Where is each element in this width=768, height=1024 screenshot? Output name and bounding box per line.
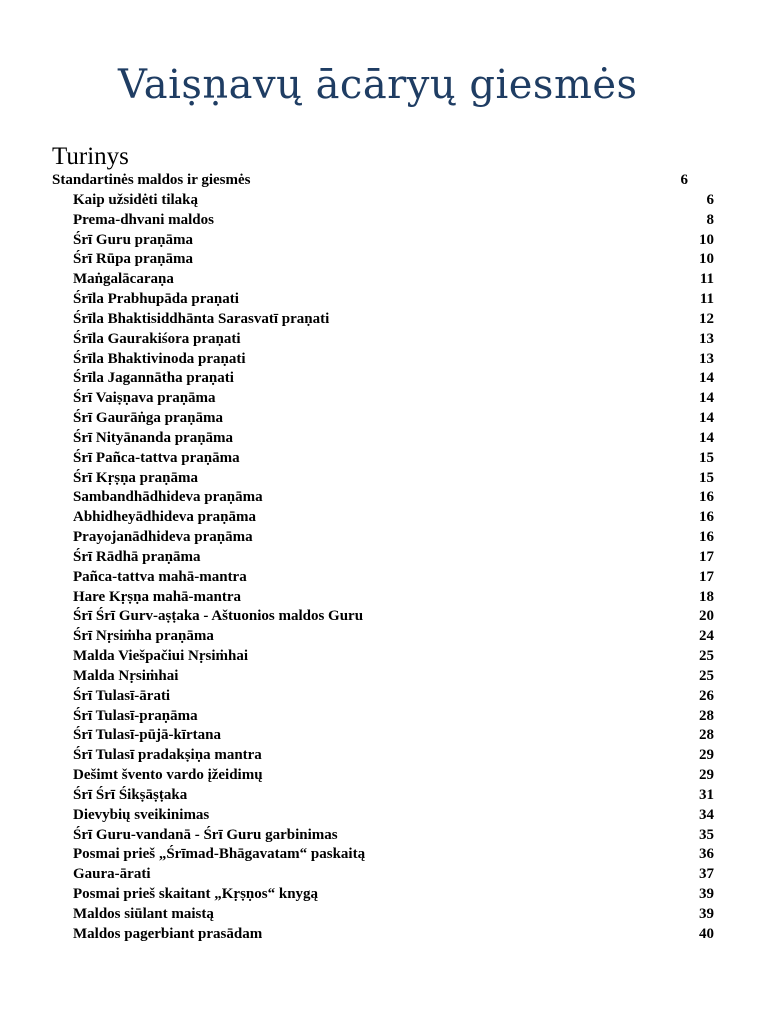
toc-entry[interactable] [73, 290, 714, 310]
toc-entry[interactable] [73, 845, 714, 865]
toc-entry-page: 13 [699, 350, 714, 367]
toc-entry-label: Maldos pagerbiant prasādam [73, 925, 263, 942]
toc-entry-label: Prema-dhvani maldos [73, 211, 214, 228]
toc-entry-label: Pañca-tattva mahā-mantra [73, 568, 247, 585]
toc-entry-label: Abhidheyādhideva praṇāma [73, 509, 256, 526]
toc-entry[interactable] [73, 389, 714, 409]
toc-entry-page: 16 [699, 529, 714, 546]
toc-entry-page: 29 [699, 747, 714, 764]
toc-list [73, 191, 714, 944]
toc-entry-page: 14 [699, 410, 714, 427]
toc-entry-label: Śrī Tulasī-praṇāma [73, 707, 198, 724]
toc-entry-label: Prayojanādhideva praṇāma [73, 529, 253, 546]
toc-section-row[interactable] [52, 172, 688, 192]
toc-entry[interactable] [73, 707, 714, 727]
toc-entry-page: 31 [699, 786, 714, 803]
toc-entry-page: 26 [699, 687, 714, 704]
toc-entry-label: Śrīla Bhaktivinoda praṇati [73, 350, 246, 367]
toc-entry-label: Śrī Tulasī pradakṣiṇa mantra [73, 747, 262, 764]
toc-entry[interactable] [73, 667, 714, 687]
toc-entry-page: 28 [699, 707, 714, 724]
toc-entry-page: 24 [699, 628, 714, 645]
toc-entry-label: Maṅgalācaraṇa [73, 271, 174, 288]
toc-entry-page: 35 [699, 826, 714, 843]
toc-entry-page: 15 [699, 449, 714, 466]
toc-entry[interactable] [73, 270, 714, 290]
toc-entry-page: 6 [706, 192, 714, 208]
toc-entry-page: 11 [699, 291, 714, 308]
toc-heading: Turinys [52, 143, 129, 170]
toc-entry[interactable] [73, 925, 714, 945]
toc-entry-page: 16 [699, 489, 714, 506]
toc-entry[interactable] [73, 786, 714, 806]
toc-entry-page: 25 [699, 648, 714, 665]
toc-entry[interactable] [73, 746, 714, 766]
toc-entry[interactable] [73, 449, 714, 469]
toc-entry[interactable] [73, 211, 714, 231]
toc-entry[interactable] [73, 369, 714, 389]
toc-entry-page: 17 [699, 568, 714, 585]
toc-entry-page: 20 [699, 608, 714, 625]
toc-entry[interactable] [73, 647, 714, 667]
toc-entry-label: Śrī Gaurāṅga praṇāma [73, 410, 224, 427]
toc-entry-page: 18 [699, 588, 714, 605]
toc-entry-label: Dešimt švento vardo įžeidimų [73, 767, 263, 784]
toc-entry-label: Śrī Śrī Gurv-aṣṭaka - Aštuonios maldos Guru [73, 608, 364, 625]
toc-entry-label: Hare Kṛṣṇa mahā-mantra [73, 588, 242, 605]
toc-entry[interactable] [73, 588, 714, 608]
toc-entry[interactable] [73, 905, 714, 925]
toc-entry-page: 15 [699, 469, 714, 486]
toc-section-label: Standartinės maldos ir giesmės [52, 172, 251, 188]
toc-entry[interactable] [73, 469, 714, 489]
toc-entry[interactable] [73, 508, 714, 528]
toc-entry-page: 14 [699, 370, 714, 387]
toc-entry[interactable] [73, 330, 714, 350]
toc-entry[interactable] [73, 488, 714, 508]
toc-entry-label: Gaura-ārati [73, 866, 151, 883]
toc-entry[interactable] [73, 231, 714, 251]
toc-entry-label: Śrī Tulasī-pūjā-kīrtana [73, 727, 221, 744]
toc-entry[interactable] [73, 250, 714, 270]
toc-entry-page: 10 [699, 251, 714, 268]
toc-entry-page: 39 [699, 885, 714, 902]
toc-entry[interactable] [73, 310, 714, 330]
toc-entry[interactable] [73, 191, 714, 211]
toc-entry-label: Malda Nṛsiṁhai [73, 667, 179, 684]
toc-entry-page: 40 [699, 925, 714, 942]
toc-entry-label: Śrī Nṛsiṁha praṇāma [73, 628, 214, 645]
toc-entry-label: Śrī Nityānanda praṇāma [73, 429, 234, 446]
toc-entry-label: Śrīla Prabhupāda praṇati [73, 291, 239, 308]
toc-entry[interactable] [73, 826, 714, 846]
toc-entry-label: Śrī Kṛṣṇa praṇāma [73, 469, 199, 486]
toc-entry-page: 14 [699, 429, 714, 446]
toc-entry-page: 12 [699, 310, 714, 327]
toc-entry-page: 34 [699, 806, 714, 823]
toc-entry-label: Śrīla Gaurakiśora praṇati [73, 330, 241, 347]
toc-entry-label: Śrī Pañca-tattva praṇāma [73, 449, 240, 466]
toc-entry-label: Śrīla Bhaktisiddhānta Sarasvatī praṇati [73, 310, 330, 327]
toc-entry-page: 10 [699, 231, 714, 248]
toc-entry-label: Śrī Guru-vandanā - Śrī Guru garbinimas [73, 826, 338, 843]
toc-entry-label: Śrī Guru praṇāma [73, 231, 194, 248]
toc-entry[interactable] [73, 607, 714, 627]
toc-entry[interactable] [73, 568, 714, 588]
toc-entry[interactable] [73, 865, 714, 885]
toc-entry-label: Posmai prieš skaitant „Kṛṣṇos“ knygą [73, 885, 319, 902]
toc-entry[interactable] [73, 885, 714, 905]
document-title: Vaiṣṇavų ācāryų giesmės [118, 62, 638, 108]
toc-entry-label: Posmai prieš „Śrīmad-Bhāgavatam“ paskaitą [73, 846, 366, 863]
toc-entry-page: 13 [699, 330, 714, 347]
toc-entry[interactable] [73, 726, 714, 746]
toc-entry[interactable] [73, 528, 714, 548]
toc-entry-page: 28 [699, 727, 714, 744]
toc-entry-page: 39 [699, 905, 714, 922]
toc-entry-page: 11 [699, 271, 714, 288]
toc-entry-label: Śrī Vaiṣṇava praṇāma [73, 390, 216, 407]
toc-entry-label: Malda Viešpačiui Nṛsiṁhai [73, 648, 249, 665]
toc-entry[interactable] [73, 687, 714, 707]
toc-entry-page: 8 [706, 211, 714, 228]
toc-entry-label: Śrī Rūpa praṇāma [73, 251, 194, 268]
toc-entry-page: 16 [699, 509, 714, 526]
toc-entry[interactable] [73, 766, 714, 786]
toc-entry-label: Śrī Śrī Śikṣāṣṭaka [73, 786, 188, 803]
toc-entry[interactable] [73, 627, 714, 647]
toc-entry-label: Śrī Tulasī-ārati [73, 687, 171, 704]
toc-entry[interactable] [73, 429, 714, 449]
toc-entry-label: Sambandhādhideva praṇāma [73, 489, 263, 506]
toc-entry[interactable] [73, 548, 714, 568]
toc-entry-label: Maldos siūlant maistą [73, 905, 214, 922]
toc-entry[interactable] [73, 350, 714, 370]
toc-entry[interactable] [73, 806, 714, 826]
toc-entry-page: 14 [699, 390, 714, 407]
toc-entry-page: 29 [699, 767, 714, 784]
toc-entry[interactable] [73, 409, 714, 429]
toc-entry-label: Dievybių sveikinimas [73, 806, 210, 823]
toc-entry-page: 25 [699, 667, 714, 684]
toc-section-page: 6 [680, 172, 688, 188]
toc-entry-page: 17 [699, 548, 714, 565]
toc-entry-label: Kaip užsidėti tilaką [73, 192, 199, 208]
toc-entry-label: Śrī Rādhā praṇāma [73, 548, 201, 565]
toc-entry-page: 37 [699, 866, 714, 883]
toc-entry-page: 36 [699, 846, 714, 863]
toc-entry-label: Śrīla Jagannātha praṇati [73, 370, 234, 387]
